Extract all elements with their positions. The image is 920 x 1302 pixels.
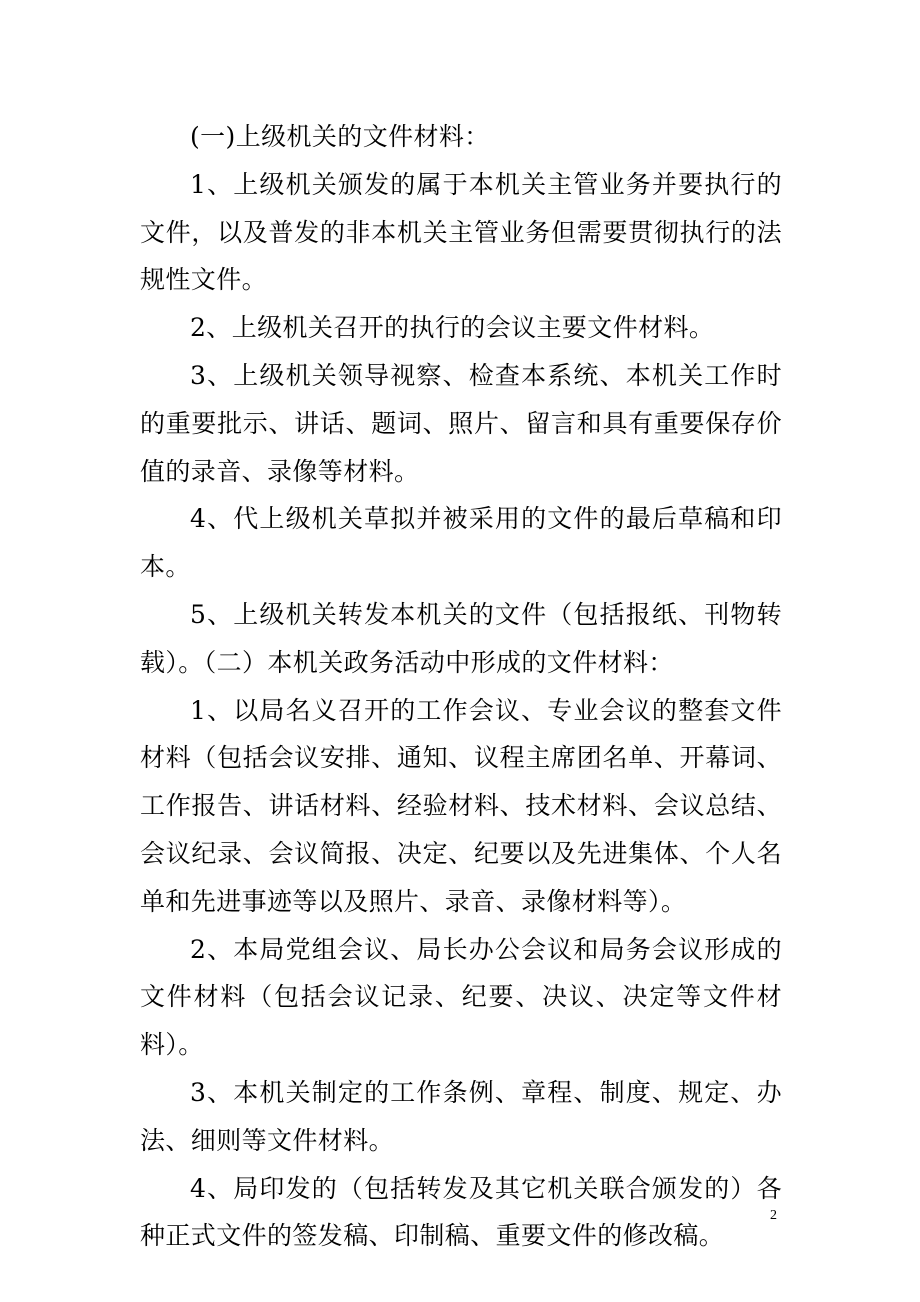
paragraph-item: 5、上级机关转发本机关的文件（包括报纸、刊物转载）。（二）本机关政务活动中形成的文件材料：: [140, 599, 782, 677]
paragraph-item: 2、本局党组会议、局长办公会议和局务会议形成的文件材料（包括会议记录、纪要、决议、决定等文件材料）。: [140, 934, 782, 1060]
document-body: [140, 113, 782, 1260]
page-number: 2: [770, 1208, 777, 1223]
paragraph-item: 1、以局名义召开的工作会议、专业会议的整套文件材料（包括会议安排、通知、议程主席团名单、开幕词、工作报告、讲话材料、经验材料、技术材料、会议总结、会议纪录、会议简报、决定、纪要以及先进集体、个人名单和先进事迹等以及照片、录音、录像材料等）。: [140, 695, 782, 916]
paragraph-item: 4、代上级机关草拟并被采用的文件的最后草稿和印本。: [140, 504, 782, 582]
paragraph-item: 1、上级机关颁发的属于本机关主管业务并要执行的文件，以及普发的非本机关主管业务但需要贯彻执行的法规性文件。: [140, 169, 782, 295]
paragraph-item: 4、局印发的（包括转发及其它机关联合颁发的）各种正式文件的签发稿、印制稿、重要文件的修改稿。: [140, 1173, 782, 1251]
section-heading-superior-documents: (一)上级机关的文件材料：: [190, 122, 490, 151]
paragraph-item: 3、本机关制定的工作条例、章程、制度、规定、办法、细则等文件材料。: [140, 1077, 782, 1155]
paragraph-item: 3、上级机关领导视察、检查本系统、本机关工作时的重要批示、讲话、题词、照片、留言和具有重要保存价值的录音、录像等材料。: [140, 360, 782, 486]
paragraph-item: 2、上级机关召开的执行的会议主要文件材料。: [190, 313, 715, 343]
